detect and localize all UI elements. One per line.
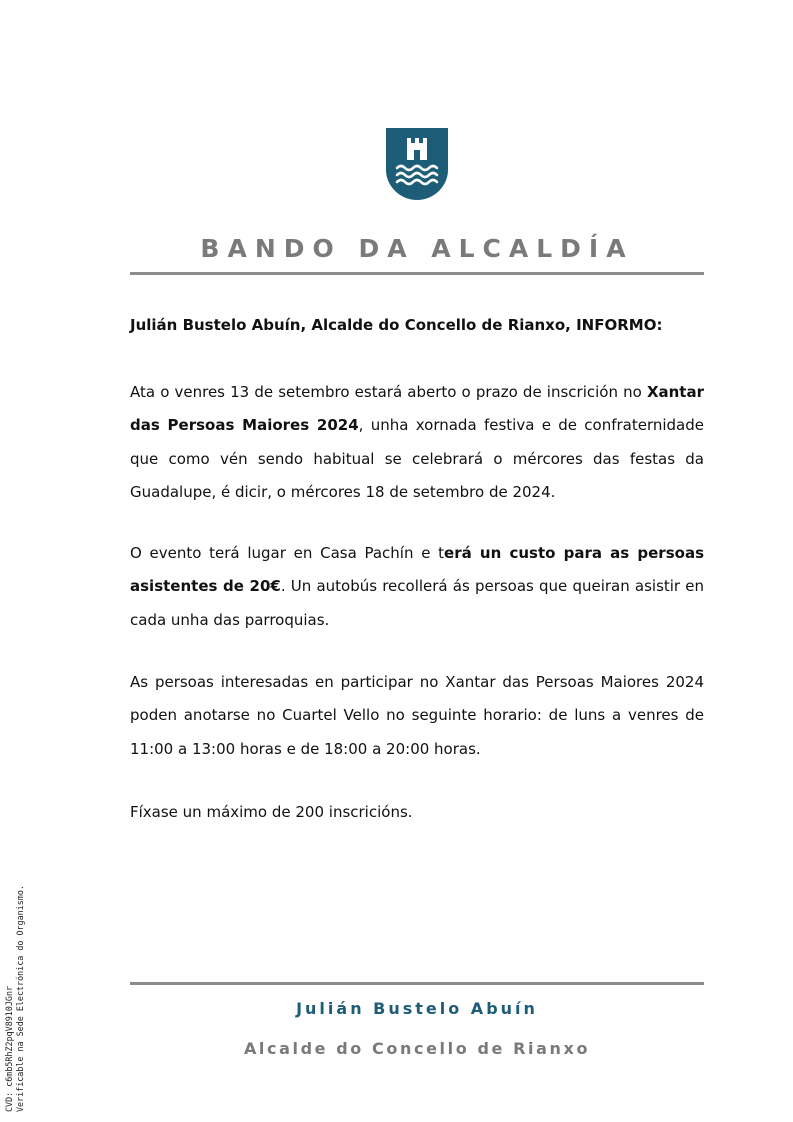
signature-divider bbox=[130, 982, 704, 985]
paragraph-event-cost: O evento terá lugar en Casa Pachín e terá un custo para as persoas asistentes de 20€. Un autobús recollerá ás persoas que queiran asistir en cada unha das parroquias. bbox=[130, 544, 704, 629]
verification-note: Verificable na Sede Electrónica do Organismo. bbox=[14, 885, 25, 1112]
paragraph-registration: Ata o venres 13 de setembro estará aberto o prazo de inscrición no Xantar das Persoas Maiores 2024, unha xornada festiva e de confraternidade que como vén sendo habitual se celebrará o mércores das festas da Guadalupe, é dicir, o mércores 18 de setembro de 2024. bbox=[130, 383, 705, 501]
verification-code: CVD: c6mb5RhZ2pqV8910JGnr bbox=[4, 985, 14, 1112]
signature-name: Julián Bustelo Abuín bbox=[296, 999, 538, 1018]
paragraph-schedule: As persoas interesadas en participar no Xantar das Persoas Maiores 2024 poden anotarse no Cuartel Vello no seguinte horario: de luns a venres de 11:00 a 13:00 horas e de 18:00 a 20:00 horas. bbox=[130, 673, 704, 758]
castle-waves-shield-icon bbox=[386, 128, 448, 200]
document-title: BANDO DA ALCALDÍA bbox=[200, 234, 634, 263]
signature-role: Alcalde do Concello de Rianxo bbox=[243, 1039, 591, 1058]
document-heading: Julián Bustelo Abuín, Alcalde do Concello de Rianxo, INFORMO: bbox=[130, 316, 663, 334]
title-divider bbox=[130, 272, 704, 275]
verification-stamp bbox=[4, 885, 25, 1112]
paragraph-maximum: Fíxase un máximo de 200 inscricións. bbox=[130, 803, 413, 821]
